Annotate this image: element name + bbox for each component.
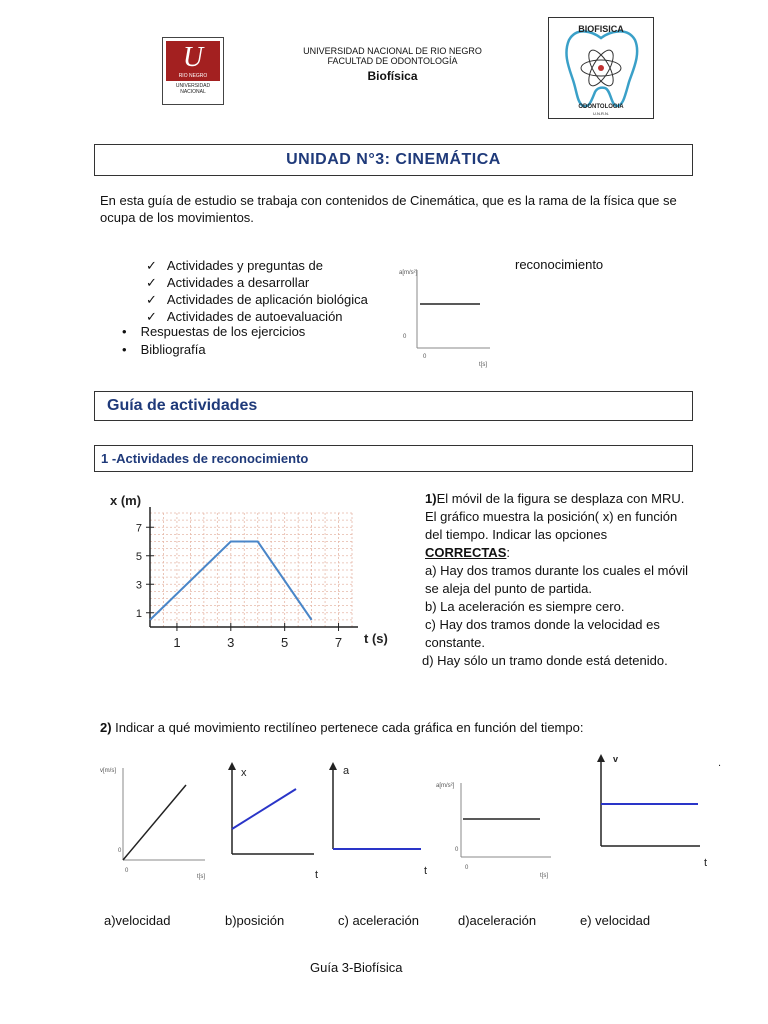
q1-emph: CORRECTAS [425, 545, 507, 560]
graph-e [592, 752, 732, 877]
bullet-list [122, 323, 305, 359]
checklist-item: ✓ Actividades de aplicación biológica [148, 291, 368, 308]
caption-c: c) aceleración [338, 913, 419, 928]
y-tick-label: 3 [135, 579, 142, 592]
caption-d: d)aceleración [458, 913, 537, 928]
page-footer: Guía 3-Biofísica [310, 960, 403, 975]
subject-name: Biofísica [367, 69, 418, 83]
logo-letter: U [182, 42, 204, 73]
small-graph-origin-x: 0 [423, 354, 427, 360]
logo-line2: UNIVERSIDAD [175, 83, 211, 89]
tooth-logo-icon [549, 18, 653, 118]
graph-d [436, 775, 561, 885]
intro-paragraph: En esta guía de estudio se trabaja con contenidos de Cinemática, que es la rama de la física que se ocupa de los movimientos. [100, 193, 677, 225]
logo-top-text: BIOFISICA [578, 24, 624, 34]
q1-option: a) Hay dos tramos durante los cuales el móvil se aleja del punto de partida. [425, 563, 689, 596]
faculty-name: FACULTAD DE ODONTOLOGÍA [327, 56, 458, 66]
logo-lines [166, 83, 220, 95]
y-tick-label: 5 [135, 550, 142, 563]
graph-e-ylabel: v [613, 754, 619, 764]
graph-a-origin-x: 0 [125, 868, 129, 874]
logo-red-block [166, 41, 220, 81]
checklist-item: ✓ Actividades a desarrollar [148, 274, 368, 291]
y-tick-label: 1 [135, 607, 142, 620]
university-logo [162, 37, 224, 105]
section-title-box [94, 391, 693, 421]
graph-d-ylabel: a[m/s²] [436, 783, 455, 789]
y-tick-label: 7 [135, 522, 142, 535]
logo-bottom-sub: U.N.R.N. [593, 111, 609, 116]
graph-e-xlabel: t [704, 857, 708, 869]
graph-c-ylabel: a [343, 765, 350, 777]
caption-e: e) velocidad [580, 913, 651, 928]
x-tick-label: 5 [281, 635, 289, 650]
checklist [148, 257, 368, 325]
graph-b-ylabel: x [241, 767, 247, 779]
q1-text: El móvil de la figura se desplaza con MRU. El gráfico muestra la posición( x) en función del tiempo. Indicar las opciones [425, 491, 685, 542]
q1-option: d) Hay sólo un tramo donde está detenido. [422, 653, 668, 668]
checklist-item: ✓ Actividades de autoevaluación [148, 308, 368, 325]
university-name: UNIVERSIDAD NACIONAL DE RIO NEGRO [303, 46, 482, 56]
x-axis-title: t (s) [364, 631, 388, 646]
q1-option: b) La aceleración es siempre cero. [425, 599, 625, 614]
y-axis-title: x (m) [110, 493, 142, 508]
graph-a [100, 760, 210, 885]
logo-line3: NACIONAL [180, 89, 206, 95]
checklist-item: ✓ Actividades y preguntas de [148, 257, 368, 274]
graph-d-origin-x: 0 [465, 865, 469, 871]
small-accel-graph [395, 262, 495, 372]
caption-a: a)velocidad [104, 913, 171, 928]
graph-b-xlabel: t [315, 869, 319, 881]
logo-line1: RIO NEGRO [178, 73, 208, 79]
graph-a-ylabel: v[m/s] [100, 768, 116, 774]
graph-a-origin-y: 0 [118, 848, 122, 854]
small-graph-xlabel: t[s] [479, 362, 488, 368]
section-title: Guía de actividades [107, 397, 258, 414]
graph-c-xlabel: t [424, 865, 428, 877]
x-tick-label: 7 [334, 635, 343, 650]
header-text [240, 46, 545, 83]
x-tick-label: 3 [227, 635, 235, 650]
bullet-item: • Respuestas de los ejercicios [122, 323, 305, 341]
recon-word: reconocimiento [515, 257, 604, 272]
graph-c [326, 760, 436, 885]
graph-e-extra: . [718, 757, 722, 769]
question-1 [422, 490, 690, 670]
logo-bottom-text: ODONTOLOGIA [578, 104, 624, 110]
q1-option: c) Hay dos tramos donde la velocidad es constante. [425, 617, 660, 650]
caption-b: b)posición [225, 913, 285, 928]
biofisica-logo [548, 17, 654, 119]
activity-title: 1 -Actividades de reconocimiento [101, 451, 309, 466]
small-graph-ylabel: a[m/s²] [399, 270, 418, 276]
q1-colon: : [506, 545, 510, 560]
unit-title: UNIDAD N°3: CINEMÁTICA [286, 151, 501, 168]
q2-text: Indicar a qué movimiento rectilíneo pertenece cada gráfica en función del tiempo: [111, 720, 584, 735]
q2-number: 2) [100, 720, 112, 735]
graph-a-xlabel: t[s] [197, 874, 206, 880]
q1-number: 1) [425, 491, 437, 506]
small-graph-origin: 0 [403, 334, 407, 340]
position-time-chart [100, 485, 400, 655]
x-tick-label: 1 [173, 635, 181, 650]
question-2 [100, 720, 583, 735]
activity-title-box [94, 445, 693, 472]
graph-d-origin-y: 0 [455, 847, 459, 853]
unit-title-box [94, 144, 693, 176]
graph-d-xlabel: t[s] [540, 873, 549, 879]
bullet-item: • Bibliografía [122, 341, 305, 359]
graph-b [222, 760, 332, 885]
